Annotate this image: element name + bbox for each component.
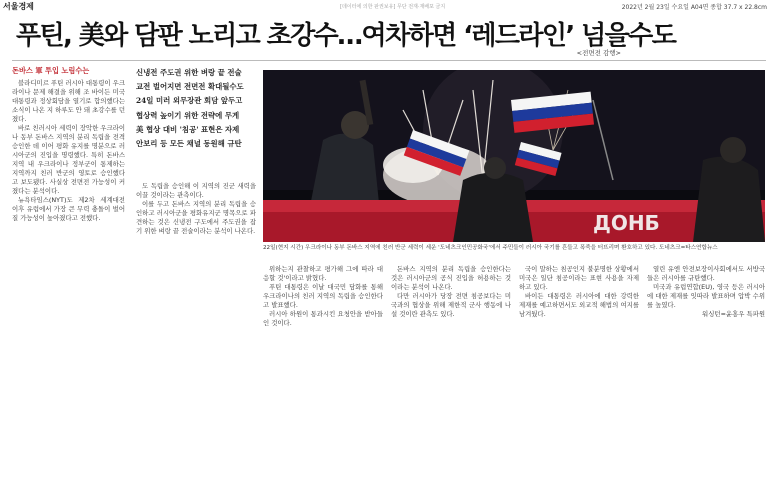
photo-caption: 22일(현지 시간) 우크라이나 동부 돈바스 지역에 친러 반군 세력이 세운 '도네츠크인민공화국'에서 주민들이 러시아 국기를 흔들고 폭죽을 터뜨리며 환호하고 있다. 도네츠크=타스연합뉴스 [263, 245, 718, 251]
paragraph: 미국과 유럽연합(EU), 영국 등은 러시아에 대한 제재를 잇따라 발표하며 압박 수위를 높였다. [647, 283, 765, 309]
article-column-3 [263, 265, 383, 470]
deck-line: 신냉전 주도권 위한 벼랑 끝 전술 [136, 68, 242, 77]
paragraph: 바이든 대통령은 러시아에 대한 강력한 제재를 예고하면서도 외교적 해법의 여지를 남겨뒀다. [519, 292, 639, 318]
copyright-notice: [데이터에 의한 판권보유] 무단 전재·재배포 금지 [340, 4, 446, 10]
deck-line: 美 협상 대비 '침공' 표현은 자제 [136, 124, 240, 134]
deck-line: 협상력 높이기 위한 전략에 무게 [136, 110, 240, 120]
newspaper-logo: 서울경제 [3, 1, 34, 11]
reporter-signoff: 워싱턴=윤홍우 특파원 [702, 310, 765, 318]
column-body [12, 79, 125, 223]
news-photo [263, 70, 765, 242]
paragraph: 열린 유엔 안전보장이사회에서도 서방국들은 러시아를 규탄했다. [647, 265, 765, 282]
column-subhead: 돈바스 軍 투입 노림수는 [12, 66, 90, 75]
article-column-2 [136, 182, 256, 470]
paragraph: 바로 친러시아 세력이 장악한 우크라이나 동부 돈바스 지역의 분리 독립을 전격 승인한 데 이어 평화 유지를 명분으로 러시아군의 진입을 명령했다. 특히 돈바스 지역 내 우크라이나 정부군이 통제하는 지역까지 친러 반군의 영토로 승인했다고 보도됐다. 사실상 전면전 가능성이 커졌다는 분석이다. [12, 124, 125, 195]
issue-meta: 2022년 2월 23일 수요일 A04면 종합 37.7 x 22.8cm [621, 4, 767, 11]
masthead [0, 0, 773, 13]
deck-line: 교전 벌어지면 전면전 확대될수도 [136, 82, 244, 92]
paragraph: 뉴욕타임스(NYT)도 제2차 세계대전 이후 유럽에서 가장 큰 무력 충돌이 벌어질 가능성이 높아졌다고 전했다. [12, 196, 125, 222]
deck-line: 24일 미러 외무장관 회담 앞두고 [136, 96, 243, 106]
divider [12, 60, 766, 61]
paragraph: 돈바스 지역의 분리 독립을 승인한다는 것은 러시아군의 공식 진입을 허용하는 것이라는 분석이 나온다. [391, 265, 511, 291]
paragraph: 국이 말하는 침공인지 불분명한 상황에서 미국은 일단 침공이라는 표현 사용을 자제하고 있다. [519, 265, 639, 291]
article-column-5 [519, 265, 639, 470]
article-column-1 [12, 66, 125, 470]
paragraph: 이를 두고 돈바스 지역의 분리 독립을 승인하고 러시아군을 평화유지군 명목으로 파견하는 것은 신냉전 구도에서 주도권을 잡기 위한 벼랑 끝 전술이라는 분석이 나온다. [136, 200, 256, 235]
paragraph: 위하는지 관찰하고 평가해 그에 따라 대응할 것'이라고 밝혔다. [263, 265, 383, 282]
paragraph: 다만 러시아가 당장 전면 침공보다는 미국과의 협상을 위해 제한적 군사 행동에 나설 것이란 관측도 있다. [391, 292, 511, 318]
paragraph: 도 독립을 승인해 이 지역의 진군 새력을 이끌 것이라는 관측이다. [136, 182, 256, 199]
deck-line: 안보리 등 모든 채널 동원해 규탄 [136, 139, 242, 149]
deck-headlines [136, 66, 256, 176]
svg-text:ДОНБ: ДОНБ [593, 211, 660, 235]
paragraph: 푸틴 대통령은 이날 대국민 담화를 통해 우크라이나의 친러 지역의 독립을 승인한다고 발표했다. [263, 283, 383, 309]
article-column-4 [391, 265, 511, 470]
section-tag: <전면전 감행> [576, 49, 621, 57]
paragraph: 블라디미르 푸틴 러시아 대통령이 우크라이나 문제 해결을 위해 조 바이든 미국 대통령과 정상회담을 열기로 합의했다는 소식이 나온 지 하루도 안 돼 초강수를 던졌다. [12, 79, 125, 123]
paragraph: 러시아 하원이 통과시킨 요청안을 받아들인 것이다. [263, 310, 383, 327]
article-column-6 [647, 265, 765, 470]
page-headline: 푸틴, 美와 담판 노리고 초강수…여차하면 ‘레드라인’ 넘을수도 [16, 21, 676, 51]
